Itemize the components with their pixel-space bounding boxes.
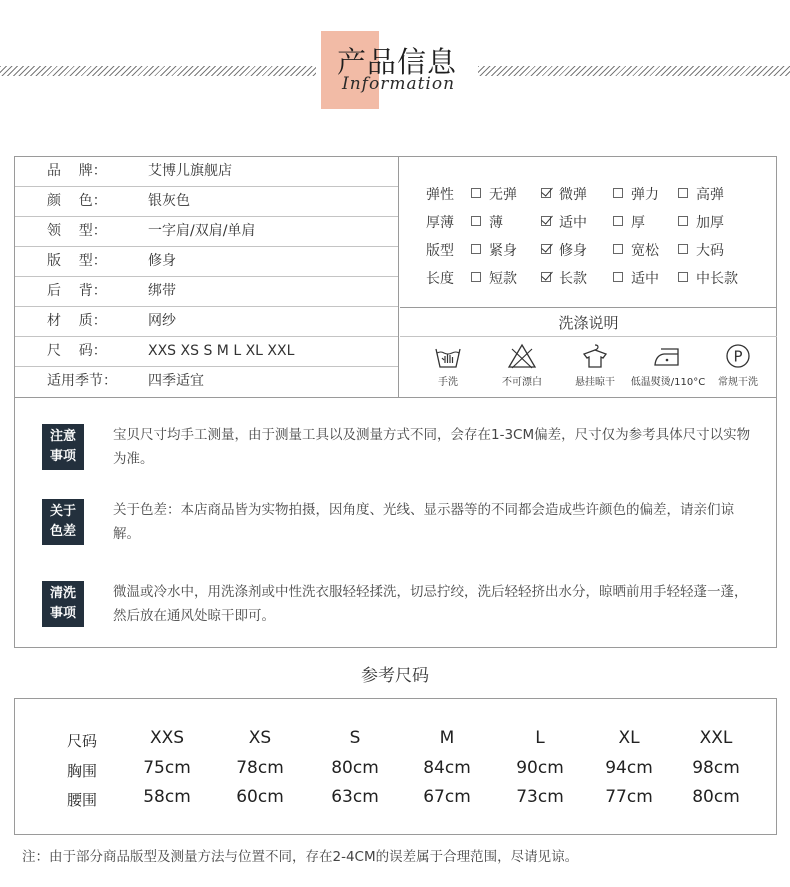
note-tag-line: 事项: [49, 449, 76, 464]
page-title: 产品信息: [337, 45, 458, 79]
product-info-box: [14, 156, 777, 398]
washing-label: 常规干洗: [718, 377, 758, 388]
option-label: 大码: [696, 243, 724, 259]
property-option: [678, 212, 724, 232]
note-tag-washing: [42, 581, 84, 627]
note-text: 微温或冷水中，用洗涤剂或中性洗衣服轻轻揉洗，切忌拧绞，洗后轻轻挤出水分，晾晒前用手轻轻蓬一蓬，然后放在通风处晾干即可。: [113, 584, 748, 624]
hang-dry-icon: [579, 343, 611, 369]
size-cell: 98cm: [692, 758, 740, 778]
washing-item: [408, 343, 488, 388]
property-option: [541, 268, 587, 288]
checkbox-icon: [471, 244, 481, 254]
size-cell: XL: [618, 728, 640, 748]
checkbox-checked-icon: [541, 244, 551, 254]
attribute-row: [15, 157, 398, 187]
option-label: 中长款: [696, 271, 738, 287]
option-label: 适中: [559, 215, 587, 231]
property-grid: [400, 157, 777, 307]
attribute-value: 绑带: [148, 283, 176, 299]
attribute-row: [15, 187, 398, 217]
property-option: [613, 184, 659, 204]
attribute-label: 版 型：: [47, 253, 107, 269]
attribute-value: 银灰色: [148, 193, 190, 209]
option-label: 加厚: [696, 215, 724, 231]
attribute-label: 适用季节：: [47, 373, 117, 389]
option-label: 无弹: [489, 187, 517, 203]
note-text: 宝贝尺寸均手工测量，由于测量工具以及测量方式不同，会存在1-3CM偏差，尺寸仅为参考具体尺寸以实物为准。: [113, 427, 751, 467]
property-option: [471, 240, 517, 260]
washing-item: [555, 343, 635, 388]
size-cell: S: [349, 728, 361, 748]
note-tag-line: 事项: [49, 606, 76, 621]
property-option: [678, 240, 724, 260]
note-tag-attention: [42, 424, 84, 470]
size-row: [15, 758, 778, 786]
page-subtitle: Information: [342, 74, 456, 94]
header-hatch-right: [478, 66, 790, 76]
option-label: 修身: [559, 243, 587, 259]
note-tag-line: 关于: [49, 504, 76, 519]
size-cell: 58cm: [143, 787, 191, 807]
attribute-label: 领 型：: [47, 223, 107, 239]
size-cell: 94cm: [605, 758, 653, 778]
attribute-row: [15, 247, 398, 277]
washing-item: [698, 343, 778, 388]
washing-item: [482, 343, 562, 388]
size-cell: XXL: [699, 728, 733, 748]
attribute-row: [15, 277, 398, 307]
property-option: [541, 240, 587, 260]
size-row-label: 腰围: [67, 791, 98, 809]
attribute-row: [15, 217, 398, 247]
washing-title: 洗涤说明: [400, 307, 777, 337]
property-option: [613, 212, 645, 232]
size-cell: 90cm: [516, 758, 564, 778]
size-cell: XXS: [149, 728, 185, 748]
checkbox-icon: [613, 188, 623, 198]
option-label: 微弹: [559, 187, 587, 203]
size-cell: L: [535, 728, 545, 748]
option-label: 适中: [631, 271, 659, 287]
attribute-row: [15, 367, 398, 397]
option-label: 紧身: [489, 243, 517, 259]
property-label: 弹性: [426, 187, 454, 203]
option-label: 厚: [631, 215, 645, 231]
dry-clean-icon: [722, 343, 754, 369]
checkbox-icon: [613, 216, 623, 226]
attribute-label: 后 背：: [47, 283, 107, 299]
size-cell: 75cm: [143, 758, 191, 778]
checkbox-icon: [678, 188, 688, 198]
size-cell: 80cm: [331, 758, 379, 778]
header-hatch-left: [0, 66, 316, 76]
size-cell: 60cm: [236, 787, 284, 807]
attribute-value: 一字肩/双肩/单肩: [148, 223, 256, 239]
attribute-value: 艾博儿旗舰店: [148, 163, 232, 179]
option-label: 短款: [489, 271, 517, 287]
size-cell: 77cm: [605, 787, 653, 807]
size-cell: 80cm: [692, 787, 740, 807]
option-label: 弹力: [631, 187, 659, 203]
size-row: [15, 728, 778, 756]
attribute-value: XXS XS S M L XL XXL: [148, 343, 295, 359]
property-row-thickness: [400, 210, 777, 234]
size-row: [15, 787, 778, 815]
checkbox-icon: [613, 244, 623, 254]
checkbox-icon: [471, 216, 481, 226]
size-cell: 73cm: [516, 787, 564, 807]
checkbox-icon: [678, 216, 688, 226]
attribute-label: 品 牌：: [47, 163, 107, 179]
checkbox-checked-icon: [541, 272, 551, 282]
size-cell: 67cm: [423, 787, 471, 807]
note-tag-line: 色差: [49, 524, 76, 539]
size-chart-heading: 参考尺码: [361, 666, 429, 686]
option-label: 长款: [559, 271, 587, 287]
property-label: 厚薄: [426, 215, 454, 231]
property-option: [471, 268, 517, 288]
checkbox-icon: [471, 272, 481, 282]
attribute-label: 颜 色：: [47, 193, 107, 209]
checkbox-icon: [678, 244, 688, 254]
note-tag-line: 清洗: [49, 586, 76, 601]
property-row-elasticity: [400, 182, 777, 206]
no-bleach-icon: [506, 343, 538, 369]
checkbox-icon: [613, 272, 623, 282]
note-tag-color: [42, 499, 84, 545]
attribute-value: 四季适宜: [148, 373, 204, 389]
washing-label: 手洗: [438, 377, 458, 388]
size-cell: 84cm: [423, 758, 471, 778]
washing-label: 低温熨烫/110°C: [630, 377, 706, 388]
notes-box: [14, 398, 777, 648]
size-cell: 63cm: [331, 787, 379, 807]
property-option: [613, 268, 659, 288]
attribute-row: [15, 307, 398, 337]
washing-item: [628, 343, 708, 388]
low-iron-icon: [652, 343, 684, 369]
property-option: [471, 212, 503, 232]
attribute-value: 修身: [148, 253, 176, 269]
checkbox-checked-icon: [541, 216, 551, 226]
attribute-value: 网纱: [148, 313, 176, 329]
option-label: 宽松: [631, 243, 659, 259]
property-row-fit: [400, 238, 777, 262]
option-label: 薄: [489, 215, 503, 231]
washing-icons: [400, 337, 777, 397]
property-option: [541, 184, 587, 204]
property-label: 长度: [426, 271, 454, 287]
svg-text:P: P: [733, 347, 743, 366]
attribute-row: [15, 337, 398, 367]
attribute-label: 尺 码：: [47, 343, 107, 359]
size-cell: M: [439, 728, 455, 748]
property-option: [541, 212, 587, 232]
property-row-length: [400, 266, 777, 290]
property-option: [613, 240, 659, 260]
washing-label: 不可漂白: [502, 377, 542, 388]
attribute-label: 材 质：: [47, 313, 107, 329]
property-option: [678, 184, 724, 204]
size-chart-table: [14, 698, 777, 835]
attribute-table: [15, 157, 399, 397]
property-label: 版型: [426, 243, 454, 259]
option-label: 高弹: [696, 187, 724, 203]
property-option: [678, 268, 738, 288]
size-row-label: 尺码: [67, 732, 98, 750]
hand-wash-icon: [432, 343, 464, 369]
checkbox-checked-icon: [541, 188, 551, 198]
checkbox-icon: [678, 272, 688, 282]
size-row-label: 胸围: [67, 762, 98, 780]
washing-label: 悬挂晾干: [575, 377, 615, 388]
size-cell: XS: [248, 728, 272, 748]
size-cell: 78cm: [236, 758, 284, 778]
footnote: 注：由于部分商品版型及测量方法与位置不同，存在2-4CM的误差属于合理范围，尽请见谅。: [22, 849, 579, 865]
note-tag-line: 注意: [49, 429, 76, 444]
checkbox-icon: [471, 188, 481, 198]
note-text: 关于色差：本店商品皆为实物拍摄，因角度、光线、显示器等的不同都会造成些许颜色的偏差，请亲们谅解。: [113, 502, 734, 542]
property-option: [471, 184, 517, 204]
